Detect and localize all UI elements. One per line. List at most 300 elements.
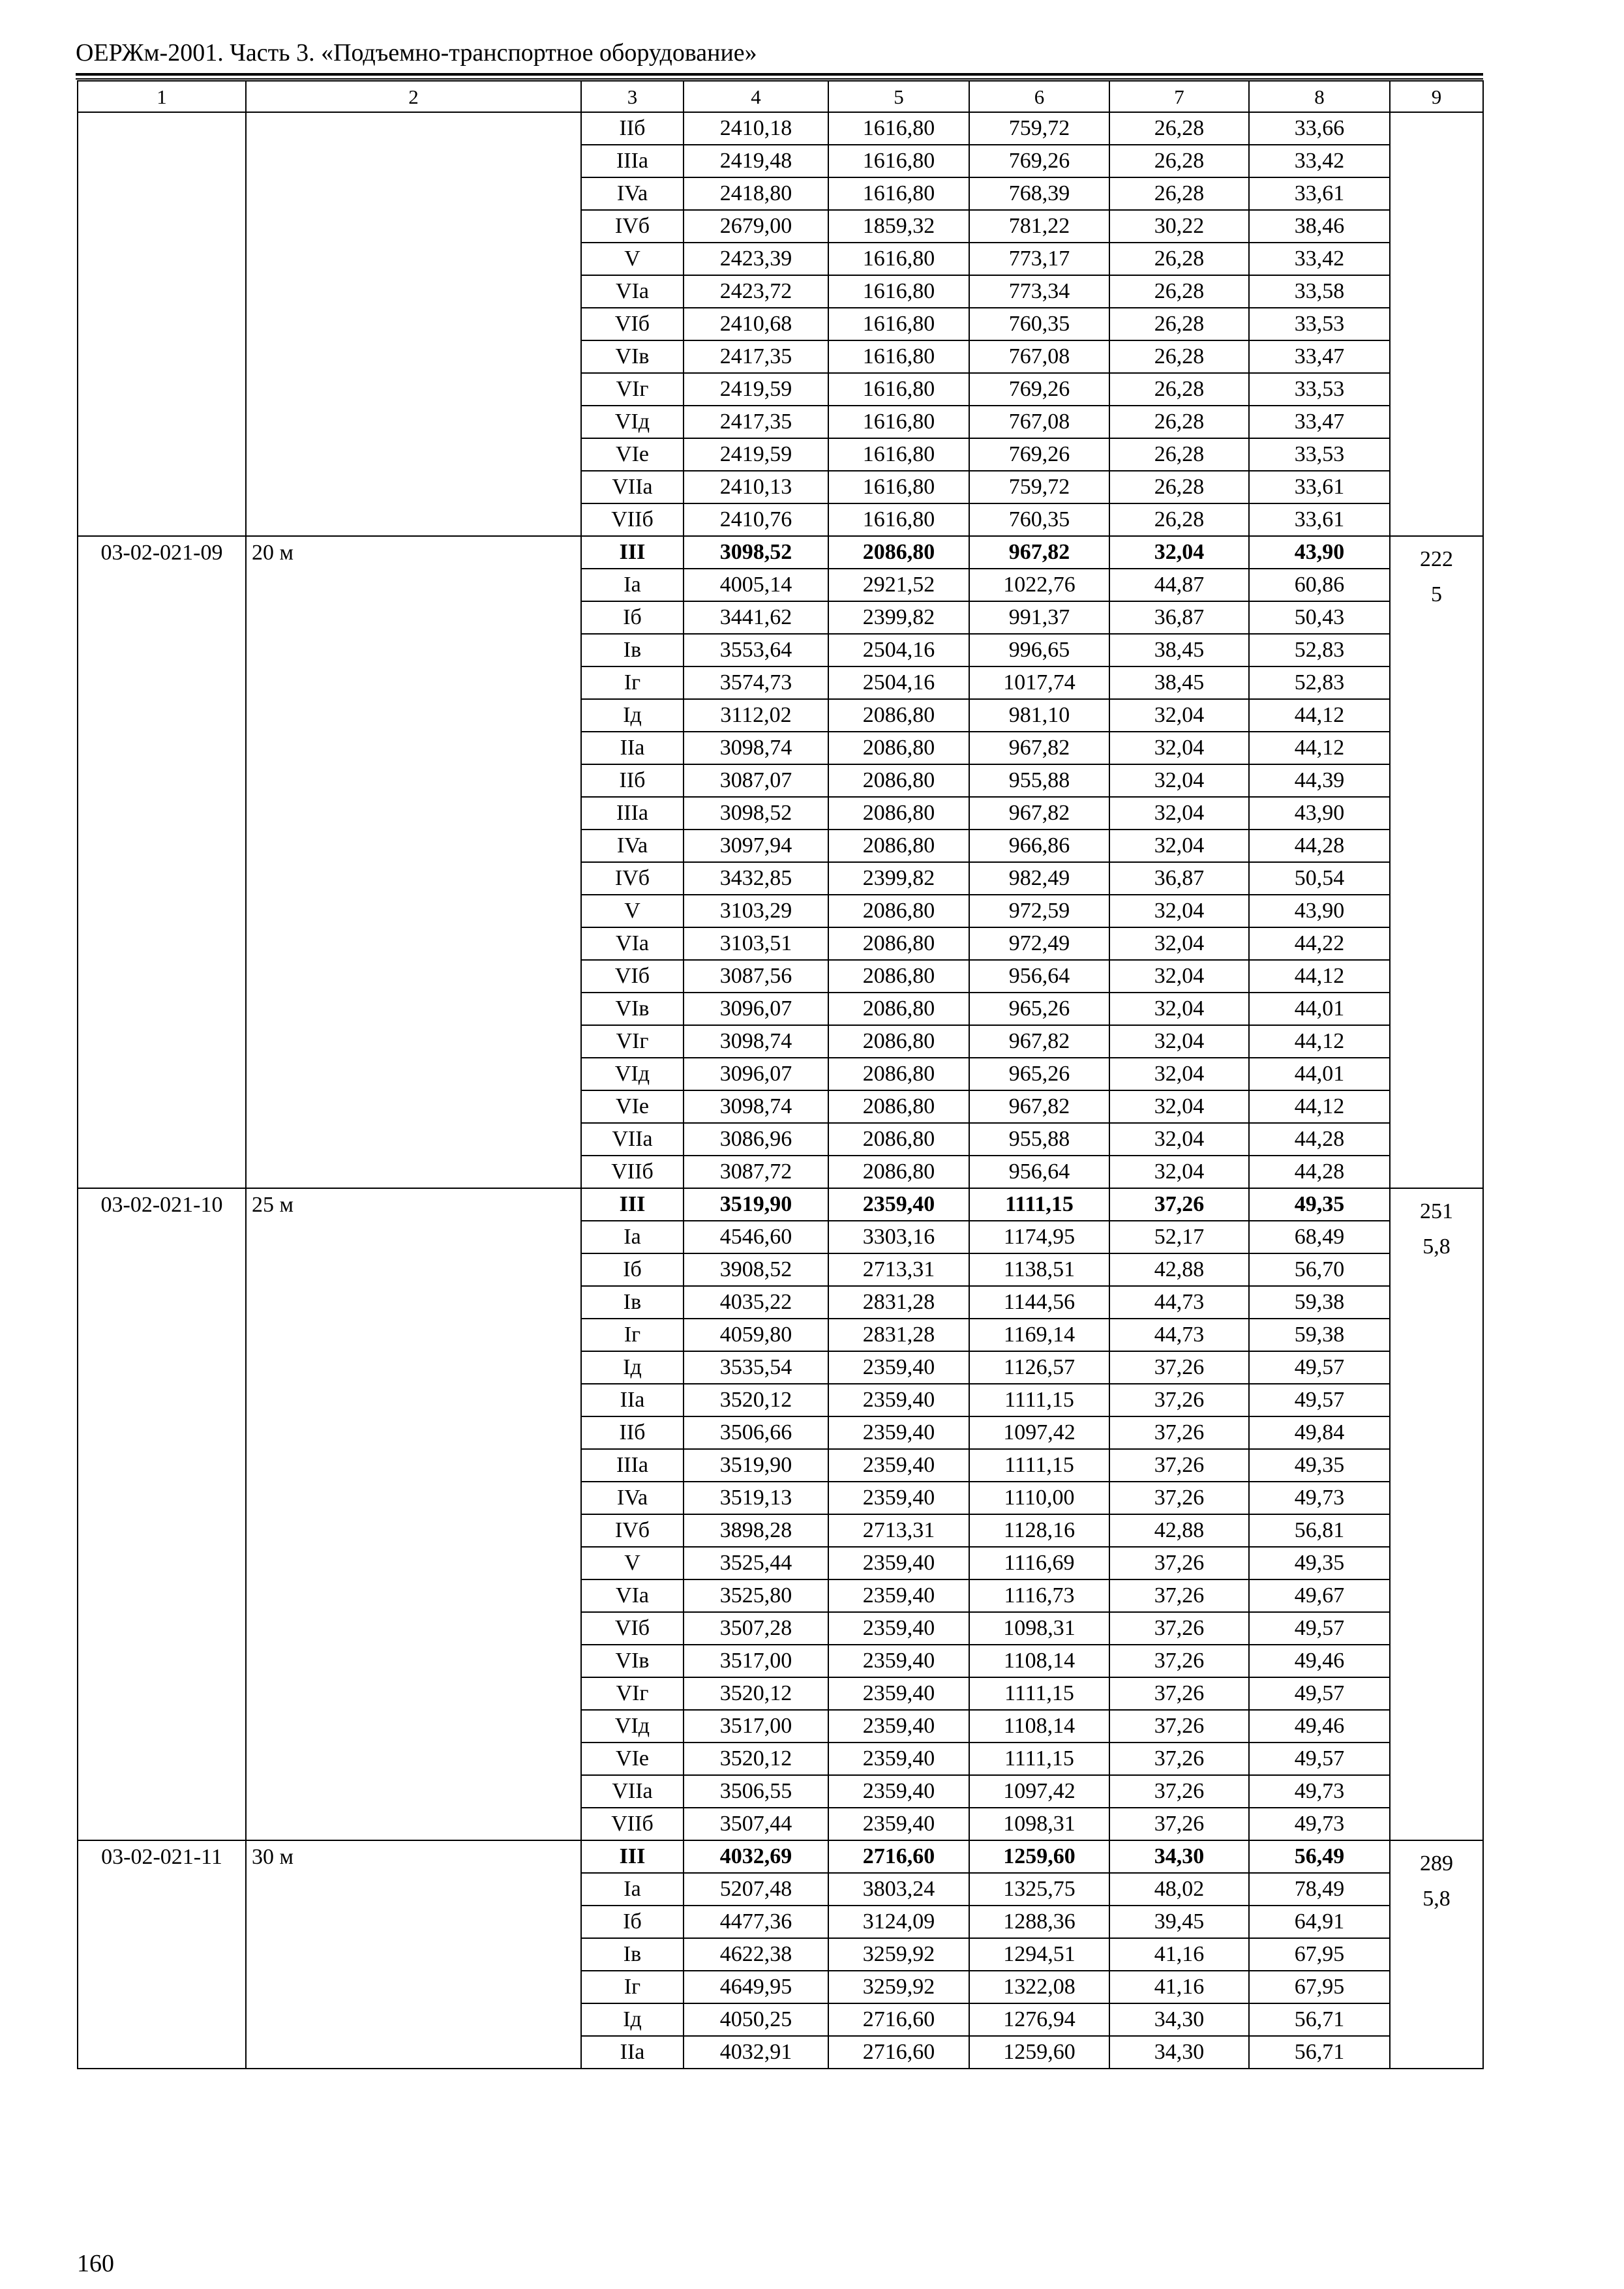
value-cell-6: 769,26	[969, 145, 1109, 177]
value-cell-5: 2713,31	[828, 1253, 969, 1286]
value-cell-7: 32,04	[1109, 1058, 1249, 1090]
value-cell-8: 59,38	[1249, 1286, 1390, 1319]
value-cell-4: 4005,14	[684, 569, 828, 601]
value-cell-5: 2086,80	[828, 536, 969, 569]
value-cell-8: 49,35	[1249, 1547, 1390, 1579]
value-cell-5: 2359,40	[828, 1612, 969, 1645]
zone-cell: IIб	[581, 764, 684, 797]
value-cell-8: 33,66	[1249, 112, 1390, 145]
value-cell-8: 68,49	[1249, 1221, 1390, 1253]
value-cell-4: 2419,48	[684, 145, 828, 177]
zone-cell: IVa	[581, 177, 684, 210]
zone-cell: V	[581, 1547, 684, 1579]
zone-cell: IVa	[581, 830, 684, 862]
value-cell-7: 48,02	[1109, 1873, 1249, 1906]
value-cell-4: 3432,85	[684, 862, 828, 895]
zone-cell: VIб	[581, 960, 684, 993]
value-cell-6: 1017,74	[969, 666, 1109, 699]
value-cell-8: 33,53	[1249, 308, 1390, 340]
value-cell-7: 44,73	[1109, 1286, 1249, 1319]
value-cell-4: 4546,60	[684, 1221, 828, 1253]
value-cell-5: 2086,80	[828, 1123, 969, 1156]
value-cell-7: 26,28	[1109, 340, 1249, 373]
value-cell-5: 3259,92	[828, 1938, 969, 1971]
value-cell-6: 773,34	[969, 275, 1109, 308]
value-cell-8: 49,46	[1249, 1645, 1390, 1677]
value-cell-8: 56,49	[1249, 1840, 1390, 1873]
value-cell-8: 43,90	[1249, 797, 1390, 830]
value-cell-6: 1288,36	[969, 1906, 1109, 1938]
value-cell-6: 1174,95	[969, 1221, 1109, 1253]
value-cell-8: 44,28	[1249, 1156, 1390, 1188]
value-cell-7: 32,04	[1109, 764, 1249, 797]
zone-cell: Iг	[581, 1971, 684, 2003]
value-cell-7: 26,28	[1109, 406, 1249, 438]
column-header-5: 5	[828, 81, 969, 112]
value-cell-6: 1128,16	[969, 1514, 1109, 1547]
value-cell-7: 37,26	[1109, 1579, 1249, 1612]
value-cell-8: 33,61	[1249, 177, 1390, 210]
value-cell-7: 26,28	[1109, 503, 1249, 536]
value-cell-6: 967,82	[969, 797, 1109, 830]
value-cell-5: 2086,80	[828, 764, 969, 797]
value-cell-8: 44,12	[1249, 699, 1390, 732]
value-cell-4: 2417,35	[684, 340, 828, 373]
value-cell-7: 52,17	[1109, 1221, 1249, 1253]
zone-cell: Iг	[581, 666, 684, 699]
value-cell-4: 3525,80	[684, 1579, 828, 1612]
zone-cell: Iд	[581, 2003, 684, 2036]
value-cell-6: 1098,31	[969, 1612, 1109, 1645]
zone-cell: IIa	[581, 1384, 684, 1416]
value-cell-8: 33,58	[1249, 275, 1390, 308]
value-cell-6: 955,88	[969, 764, 1109, 797]
value-cell-5: 1616,80	[828, 503, 969, 536]
value-cell-7: 32,04	[1109, 960, 1249, 993]
zone-cell: III	[581, 1840, 684, 1873]
value-cell-6: 1097,42	[969, 1416, 1109, 1449]
value-cell-8: 56,71	[1249, 2003, 1390, 2036]
value-cell-4: 3441,62	[684, 601, 828, 634]
value-cell-4: 3086,96	[684, 1123, 828, 1156]
value-cell-6: 1322,08	[969, 1971, 1109, 2003]
value-cell-8: 44,12	[1249, 1090, 1390, 1123]
value-cell-6: 972,49	[969, 927, 1109, 960]
zone-cell: IIб	[581, 112, 684, 145]
value-cell-7: 36,87	[1109, 601, 1249, 634]
value-cell-5: 2086,80	[828, 1156, 969, 1188]
value-cell-6: 996,65	[969, 634, 1109, 666]
value-cell-8: 49,67	[1249, 1579, 1390, 1612]
value-cell-7: 38,45	[1109, 634, 1249, 666]
value-cell-6: 1022,76	[969, 569, 1109, 601]
value-cell-6: 769,26	[969, 373, 1109, 406]
value-cell-4: 4035,22	[684, 1286, 828, 1319]
value-cell-7: 26,28	[1109, 275, 1249, 308]
zone-cell: Ia	[581, 569, 684, 601]
value-cell-8: 52,83	[1249, 634, 1390, 666]
value-cell-5: 2359,40	[828, 1743, 969, 1775]
zone-cell: VIIa	[581, 1775, 684, 1808]
value-cell-6: 767,08	[969, 406, 1109, 438]
value-cell-8: 33,61	[1249, 503, 1390, 536]
value-cell-4: 3103,29	[684, 895, 828, 927]
value-cell-4: 2418,80	[684, 177, 828, 210]
column-9-cell	[1390, 1840, 1483, 2069]
value-cell-5: 2359,40	[828, 1775, 969, 1808]
column-header-7: 7	[1109, 81, 1249, 112]
value-cell-6: 781,22	[969, 210, 1109, 243]
zone-cell: VIг	[581, 1025, 684, 1058]
value-cell-7: 37,26	[1109, 1677, 1249, 1710]
value-cell-8: 49,73	[1249, 1808, 1390, 1840]
value-cell-7: 37,26	[1109, 1808, 1249, 1840]
value-cell-5: 2086,80	[828, 1058, 969, 1090]
zone-cell: IIa	[581, 732, 684, 764]
value-cell-8: 44,22	[1249, 927, 1390, 960]
value-cell-8: 56,70	[1249, 1253, 1390, 1286]
value-cell-5: 2359,40	[828, 1579, 969, 1612]
value-cell-6: 768,39	[969, 177, 1109, 210]
value-cell-8: 49,57	[1249, 1743, 1390, 1775]
zone-cell: V	[581, 895, 684, 927]
value-cell-4: 5207,48	[684, 1873, 828, 1906]
value-cell-7: 26,28	[1109, 112, 1249, 145]
value-cell-5: 1859,32	[828, 210, 969, 243]
value-cell-6: 1294,51	[969, 1938, 1109, 1971]
value-cell-7: 32,04	[1109, 536, 1249, 569]
value-cell-6: 767,08	[969, 340, 1109, 373]
zone-cell: V	[581, 243, 684, 275]
value-cell-6: 760,35	[969, 308, 1109, 340]
header-rule-thick	[76, 73, 1483, 76]
table-row	[78, 1188, 1483, 1221]
value-cell-4: 3525,44	[684, 1547, 828, 1579]
value-cell-5: 2359,40	[828, 1351, 969, 1384]
column-9-value: 5	[1431, 582, 1442, 606]
value-cell-5: 2359,40	[828, 1645, 969, 1677]
value-cell-4: 4050,25	[684, 2003, 828, 2036]
value-cell-8: 50,54	[1249, 862, 1390, 895]
value-cell-7: 34,30	[1109, 1840, 1249, 1873]
value-cell-5: 1616,80	[828, 177, 969, 210]
value-cell-5: 2086,80	[828, 830, 969, 862]
value-cell-8: 78,49	[1249, 1873, 1390, 1906]
value-cell-6: 1116,73	[969, 1579, 1109, 1612]
value-cell-5: 1616,80	[828, 145, 969, 177]
value-cell-6: 1111,15	[969, 1384, 1109, 1416]
value-cell-8: 33,53	[1249, 438, 1390, 471]
item-name: 25 м	[246, 1188, 581, 1840]
value-cell-7: 32,04	[1109, 927, 1249, 960]
value-cell-7: 41,16	[1109, 1938, 1249, 1971]
value-cell-7: 32,04	[1109, 797, 1249, 830]
value-cell-5: 2359,40	[828, 1808, 969, 1840]
value-cell-4: 3517,00	[684, 1710, 828, 1743]
value-cell-6: 991,37	[969, 601, 1109, 634]
value-cell-7: 37,26	[1109, 1416, 1249, 1449]
value-cell-4: 4622,38	[684, 1938, 828, 1971]
zone-cell: VIб	[581, 308, 684, 340]
value-cell-4: 3087,56	[684, 960, 828, 993]
value-cell-7: 30,22	[1109, 210, 1249, 243]
value-cell-7: 32,04	[1109, 1025, 1249, 1058]
value-cell-5: 2359,40	[828, 1384, 969, 1416]
value-cell-5: 1616,80	[828, 112, 969, 145]
value-cell-7: 34,30	[1109, 2036, 1249, 2069]
value-cell-7: 26,28	[1109, 177, 1249, 210]
value-cell-7: 32,04	[1109, 732, 1249, 764]
value-cell-4: 3096,07	[684, 993, 828, 1025]
zone-cell: VIe	[581, 1090, 684, 1123]
value-cell-4: 3112,02	[684, 699, 828, 732]
value-cell-5: 2504,16	[828, 666, 969, 699]
value-cell-6: 967,82	[969, 1090, 1109, 1123]
value-cell-5: 3303,16	[828, 1221, 969, 1253]
value-cell-5: 2359,40	[828, 1482, 969, 1514]
value-cell-4: 2419,59	[684, 438, 828, 471]
value-cell-7: 32,04	[1109, 993, 1249, 1025]
value-cell-6: 956,64	[969, 1156, 1109, 1188]
value-cell-8: 49,73	[1249, 1775, 1390, 1808]
value-cell-7: 26,28	[1109, 373, 1249, 406]
value-cell-5: 3259,92	[828, 1971, 969, 2003]
zone-cell: Iд	[581, 1351, 684, 1384]
column-header-6: 6	[969, 81, 1109, 112]
value-cell-5: 2713,31	[828, 1514, 969, 1547]
zone-cell: VIa	[581, 275, 684, 308]
item-code: 03-02-021-10	[78, 1188, 246, 1840]
zone-cell: III	[581, 536, 684, 569]
value-cell-5: 2921,52	[828, 569, 969, 601]
value-cell-6: 967,82	[969, 1025, 1109, 1058]
value-cell-4: 2410,76	[684, 503, 828, 536]
zone-cell: VIa	[581, 1579, 684, 1612]
zone-cell: VIв	[581, 993, 684, 1025]
value-cell-7: 37,26	[1109, 1775, 1249, 1808]
value-cell-8: 43,90	[1249, 536, 1390, 569]
zone-cell: IIIa	[581, 1449, 684, 1482]
value-cell-7: 32,04	[1109, 1156, 1249, 1188]
value-cell-7: 37,26	[1109, 1449, 1249, 1482]
value-cell-8: 33,47	[1249, 406, 1390, 438]
value-cell-4: 2419,59	[684, 373, 828, 406]
zone-cell: IVб	[581, 862, 684, 895]
value-cell-6: 1126,57	[969, 1351, 1109, 1384]
column-9-cell	[1390, 112, 1483, 536]
value-cell-6: 965,26	[969, 993, 1109, 1025]
zone-cell: VIг	[581, 1677, 684, 1710]
value-cell-7: 37,26	[1109, 1710, 1249, 1743]
value-cell-5: 1616,80	[828, 340, 969, 373]
value-cell-5: 1616,80	[828, 373, 969, 406]
column-number-row	[78, 81, 1483, 112]
value-cell-4: 3520,12	[684, 1384, 828, 1416]
zone-cell: IIIa	[581, 145, 684, 177]
value-cell-6: 1098,31	[969, 1808, 1109, 1840]
zone-cell: VIд	[581, 406, 684, 438]
value-cell-8: 44,12	[1249, 960, 1390, 993]
value-cell-5: 1616,80	[828, 406, 969, 438]
column-9-cell	[1390, 1188, 1483, 1840]
zone-cell: VIг	[581, 373, 684, 406]
value-cell-6: 981,10	[969, 699, 1109, 732]
value-cell-6: 1111,15	[969, 1677, 1109, 1710]
value-cell-6: 1259,60	[969, 2036, 1109, 2069]
value-cell-4: 3087,72	[684, 1156, 828, 1188]
value-cell-5: 2831,28	[828, 1319, 969, 1351]
zone-cell: IVa	[581, 1482, 684, 1514]
zone-cell: IVб	[581, 210, 684, 243]
header-rule-thin	[76, 78, 1483, 80]
column-header-2: 2	[246, 81, 581, 112]
zone-cell: IVб	[581, 1514, 684, 1547]
value-cell-6: 972,59	[969, 895, 1109, 927]
item-name: 20 м	[246, 536, 581, 1188]
value-cell-6: 956,64	[969, 960, 1109, 993]
value-cell-4: 3506,55	[684, 1775, 828, 1808]
value-cell-6: 955,88	[969, 1123, 1109, 1156]
value-cell-8: 33,42	[1249, 243, 1390, 275]
table-row	[78, 536, 1483, 569]
zone-cell: VIв	[581, 1645, 684, 1677]
value-cell-5: 3124,09	[828, 1906, 969, 1938]
value-cell-6: 1138,51	[969, 1253, 1109, 1286]
value-cell-4: 3553,64	[684, 634, 828, 666]
value-cell-8: 56,81	[1249, 1514, 1390, 1547]
value-cell-8: 44,39	[1249, 764, 1390, 797]
value-cell-8: 43,90	[1249, 895, 1390, 927]
value-cell-7: 36,87	[1109, 862, 1249, 895]
value-cell-7: 26,28	[1109, 243, 1249, 275]
zone-cell: VIд	[581, 1058, 684, 1090]
zone-cell: Iб	[581, 601, 684, 634]
value-cell-8: 33,42	[1249, 145, 1390, 177]
value-cell-8: 49,57	[1249, 1351, 1390, 1384]
value-cell-7: 26,28	[1109, 145, 1249, 177]
value-cell-5: 2716,60	[828, 2003, 969, 2036]
value-cell-8: 64,91	[1249, 1906, 1390, 1938]
value-cell-4: 3908,52	[684, 1253, 828, 1286]
zone-cell: IIб	[581, 1416, 684, 1449]
value-cell-7: 38,45	[1109, 666, 1249, 699]
zone-cell: VIд	[581, 1710, 684, 1743]
value-cell-6: 982,49	[969, 862, 1109, 895]
value-cell-4: 3520,12	[684, 1743, 828, 1775]
value-cell-7: 26,28	[1109, 438, 1249, 471]
value-cell-8: 52,83	[1249, 666, 1390, 699]
value-cell-5: 3803,24	[828, 1873, 969, 1906]
column-9-value: 5,8	[1422, 1887, 1451, 1911]
value-cell-6: 1111,15	[969, 1188, 1109, 1221]
value-cell-5: 2086,80	[828, 927, 969, 960]
value-cell-5: 2359,40	[828, 1677, 969, 1710]
value-cell-8: 67,95	[1249, 1971, 1390, 2003]
value-cell-5: 2086,80	[828, 960, 969, 993]
value-cell-7: 41,16	[1109, 1971, 1249, 2003]
value-cell-5: 2831,28	[828, 1286, 969, 1319]
value-cell-6: 1111,15	[969, 1743, 1109, 1775]
value-cell-4: 3087,07	[684, 764, 828, 797]
value-cell-4: 3519,90	[684, 1449, 828, 1482]
value-cell-4: 3517,00	[684, 1645, 828, 1677]
value-cell-8: 44,01	[1249, 1058, 1390, 1090]
price-table	[77, 80, 1484, 2069]
value-cell-7: 37,26	[1109, 1645, 1249, 1677]
value-cell-6: 1325,75	[969, 1873, 1109, 1906]
value-cell-7: 34,30	[1109, 2003, 1249, 2036]
zone-cell: VIa	[581, 927, 684, 960]
value-cell-6: 965,26	[969, 1058, 1109, 1090]
value-cell-5: 1616,80	[828, 471, 969, 503]
value-cell-4: 2410,18	[684, 112, 828, 145]
value-cell-5: 2359,40	[828, 1188, 969, 1221]
zone-cell: Iв	[581, 1938, 684, 1971]
value-cell-4: 3098,74	[684, 1090, 828, 1123]
value-cell-7: 39,45	[1109, 1906, 1249, 1938]
value-cell-4: 4032,91	[684, 2036, 828, 2069]
value-cell-7: 32,04	[1109, 699, 1249, 732]
value-cell-7: 26,28	[1109, 308, 1249, 340]
value-cell-7: 37,26	[1109, 1384, 1249, 1416]
item-code: 03-02-021-09	[78, 536, 246, 1188]
value-cell-7: 37,26	[1109, 1482, 1249, 1514]
value-cell-5: 1616,80	[828, 243, 969, 275]
value-cell-4: 3535,54	[684, 1351, 828, 1384]
value-cell-6: 966,86	[969, 830, 1109, 862]
column-header-4: 4	[684, 81, 828, 112]
value-cell-7: 42,88	[1109, 1514, 1249, 1547]
zone-cell: Iб	[581, 1253, 684, 1286]
value-cell-5: 2086,80	[828, 732, 969, 764]
zone-cell: Iв	[581, 1286, 684, 1319]
column-9-cell	[1390, 536, 1483, 1188]
column-header-8: 8	[1249, 81, 1390, 112]
value-cell-8: 33,61	[1249, 471, 1390, 503]
value-cell-6: 967,82	[969, 536, 1109, 569]
zone-cell: Iб	[581, 1906, 684, 1938]
zone-cell: VIIб	[581, 1808, 684, 1840]
zone-cell: IIa	[581, 2036, 684, 2069]
zone-cell: VIб	[581, 1612, 684, 1645]
value-cell-7: 37,26	[1109, 1351, 1249, 1384]
page-header-title: ОЕРЖм-2001. Часть 3. «Подъемно-транспортное оборудование»	[76, 39, 757, 67]
value-cell-7: 32,04	[1109, 830, 1249, 862]
value-cell-4: 3507,28	[684, 1612, 828, 1645]
item-code	[78, 112, 246, 536]
value-cell-8: 33,53	[1249, 373, 1390, 406]
value-cell-5: 2086,80	[828, 993, 969, 1025]
value-cell-4: 2423,72	[684, 275, 828, 308]
column-9-value: 5,8	[1422, 1234, 1451, 1259]
value-cell-4: 4059,80	[684, 1319, 828, 1351]
value-cell-5: 2086,80	[828, 1090, 969, 1123]
value-cell-4: 3519,13	[684, 1482, 828, 1514]
value-cell-6: 1108,14	[969, 1645, 1109, 1677]
value-cell-5: 2359,40	[828, 1710, 969, 1743]
column-header-9: 9	[1390, 81, 1483, 112]
zone-cell: VIIб	[581, 503, 684, 536]
value-cell-4: 3103,51	[684, 927, 828, 960]
value-cell-8: 60,86	[1249, 569, 1390, 601]
value-cell-6: 967,82	[969, 732, 1109, 764]
value-cell-4: 3098,74	[684, 732, 828, 764]
zone-cell: VIIa	[581, 471, 684, 503]
value-cell-4: 3519,90	[684, 1188, 828, 1221]
item-name: 30 м	[246, 1840, 581, 2069]
value-cell-6: 1276,94	[969, 2003, 1109, 2036]
value-cell-6: 760,35	[969, 503, 1109, 536]
